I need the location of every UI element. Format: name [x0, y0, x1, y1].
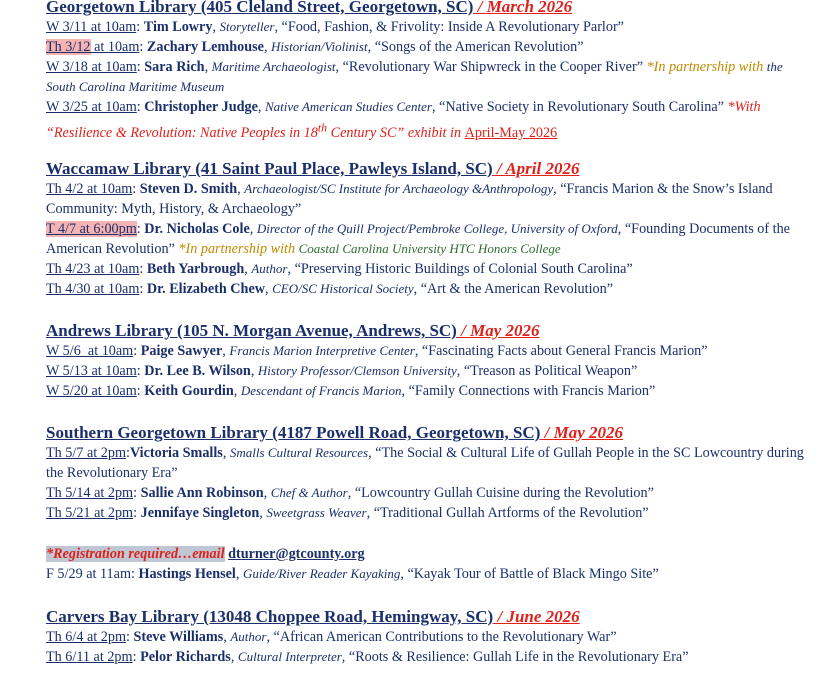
speaker-role: Guide/River Reader Kayaking: [242, 566, 401, 581]
speaker-name: Pelor Richards: [140, 649, 231, 665]
partner-name: Coastal Carolina University HTC Honors College: [298, 241, 561, 256]
talk-title: “Food, Fashion, & Frivolity: Inside A Revolutionary Parlor”: [281, 19, 624, 35]
speaker-role: Author: [251, 261, 288, 276]
event-time: Th 5/7 at 2pm: [46, 445, 126, 461]
speaker-role: Cultural Interpreter: [237, 649, 342, 664]
speaker-role: Historian/Violinist: [271, 39, 368, 54]
month-label: April 2026: [505, 159, 580, 178]
speaker-role: Native American Studies Center: [265, 99, 432, 114]
talk-title: “Preserving Historic Buildings of Colonial South Carolina”: [294, 261, 633, 277]
event-row: T 4/7 at 6:00pm: Dr. Nicholas Cole, Director of the Quill Project/Pembroke College, University of Oxford, “Founding Documents of the American Revolution” *In partnership with Coastal Carolina University HTC Honors College: [46, 221, 790, 257]
speaker-role: Maritime Archaeologist: [211, 59, 336, 74]
registration-note: *Registration required…email: [46, 546, 225, 562]
talk-title: “The Social & Cultural Life of Gullah People in the SC Lowcountry during the Revolutionary Era”: [46, 445, 804, 481]
email-link[interactable]: dturner@gtcounty.org: [228, 546, 365, 562]
event-row: Th 6/11 at 2pm: Pelor Richards, Cultural Interpreter, “Roots & Resilience: Gullah Life in the Revolutionary Era”: [46, 649, 689, 665]
section-header: [46, 0, 806, 17]
speaker-name: Keith Gourdin: [144, 383, 234, 399]
event-row: Th 4/23 at 10am: Beth Yarbrough, Author, “Preserving Historic Buildings of Colonial South Carolina”: [46, 261, 633, 277]
event-time: Th 6/11 at 2pm: [46, 649, 133, 665]
speaker-role: Storyteller: [219, 19, 275, 34]
library-location: Andrews Library (105 N. Morgan Avenue, Andrews, SC): [46, 321, 457, 340]
partner-note: *In partnership with: [178, 241, 296, 257]
speaker-role: Francis Marion Interpretive Center: [229, 343, 415, 358]
talk-title: “Treason as Political Weapon”: [463, 363, 638, 379]
event-row: W 3/25 at 10am: Christopher Judge, Native American Studies Center, “Native Society in Revolutionary South Carolina” *With “Resilience & Revolution: Native Peoples in 18th Century SC” exhibit in April-May 2026: [46, 99, 761, 141]
library-location: Southern Georgetown Library (4187 Powell Road, Georgetown, SC): [46, 423, 541, 442]
speaker-name: Tim Lowry: [143, 19, 213, 35]
event-row: Th 6/4 at 2pm: Steve Williams, Author, “African American Contributions to the Revolutionary War”: [46, 629, 617, 645]
sep: /: [540, 423, 554, 442]
speaker-name: Dr. Lee B. Wilson: [144, 363, 251, 379]
speaker-name: Steve Williams: [133, 629, 224, 645]
month-label: May 2026: [553, 423, 624, 442]
event-row: W 3/18 at 10am: Sara Rich, Maritime Archaeologist, “Revolutionary War Shipwreck in the Cooper River” *In partnership with the South Carolina Maritime Museum: [46, 59, 783, 94]
talk-title: “Roots & Resilience: Gullah Life in the Revolutionary Era”: [348, 649, 689, 665]
month-label: May 2026: [470, 321, 540, 340]
speaker-role: Director of the Quill Project/Pembroke College, University of Oxford: [256, 221, 618, 236]
speaker-name: Dr. Elizabeth Chew: [146, 281, 265, 297]
event-time: Th 6/4 at 2pm: [46, 629, 126, 645]
event-row: Th 5/7 at 2pm:Victoria Smalls, Smalls Cultural Resources, “The Social & Cultural Life of Gullah People in the SC Lowcountry during the Revolutionary Era”: [46, 445, 804, 481]
speaker-name: Hastings Hensel: [138, 566, 236, 582]
event-time: Th 4/23 at 10am: [46, 261, 140, 277]
event-time-highlight: Th 3/12: [46, 39, 91, 55]
event-time-highlight: T 4/7 at 6:00pm: [46, 221, 137, 237]
event-row: W 3/11 at 10am: Tim Lowry, Storyteller, “Food, Fashion, & Frivolity: Inside A Revolutionary Parlor”: [46, 19, 624, 35]
event-row: Th 3/12 at 10am: Zachary Lemhouse, Historian/Violinist, “Songs of the American Revolution”: [46, 39, 584, 55]
section-georgetown: [46, 0, 806, 143]
section-header: [46, 159, 806, 179]
month-label: June 2026: [506, 607, 580, 626]
speaker-name: Beth Yarbrough: [146, 261, 245, 277]
event-time: Th 4/30 at 10am: [46, 281, 140, 297]
speaker-name: Sara Rich: [144, 59, 205, 75]
section-carvers-bay: [46, 607, 806, 667]
speaker-role: Archaeologist/SC Institute for Archaeology &Anthropology: [244, 181, 554, 196]
event-row: Th 5/14 at 2pm: Sallie Ann Robinson, Chef & Author, “Lowcountry Gullah Cuisine during the Revolution”: [46, 485, 654, 501]
event-row: W 5/6 at 10am: Paige Sawyer, Francis Marion Interpretive Center, “Fascinating Facts about General Francis Marion”: [46, 343, 708, 359]
talk-title: “Traditional Gullah Artforms of the Revolution”: [373, 505, 649, 521]
speaker-name: Jennifaye Singleton: [140, 505, 260, 521]
speaker-name: Paige Sawyer: [140, 343, 223, 359]
section-waccamaw: [46, 159, 806, 299]
event-row: W 5/13 at 10am: Dr. Lee B. Wilson, History Professor/Clemson University, “Treason as Political Weapon”: [46, 363, 638, 379]
library-location: Carvers Bay Library (13048 Choppee Road, Hemingway, SC): [46, 607, 494, 626]
talk-title: “Fascinating Facts about General Francis Marion”: [421, 343, 708, 359]
event-row: Th 4/2 at 10am: Steven D. Smith, Archaeologist/SC Institute for Archaeology &Anthropology, “Francis Marion & the Snow’s Island Community: Myth, History, & Archaeology”: [46, 181, 773, 217]
section-southern-georgetown: [46, 423, 806, 523]
section-header: [46, 607, 806, 627]
section-header: [46, 321, 806, 341]
sep: /: [492, 159, 506, 178]
exhibit-note-sup: th: [317, 120, 328, 134]
talk-title: “Kayak Tour of Battle of Black Mingo Site”: [407, 566, 659, 582]
partner-name: the South Carolina Maritime Museum: [46, 59, 783, 94]
talk-title: “Revolutionary War Shipwreck in the Cooper River”: [342, 59, 644, 75]
speaker-role: Descendant of Francis Marion: [240, 383, 402, 398]
sep: /: [456, 321, 471, 340]
partner-note: *In partnership with: [646, 59, 764, 75]
event-row: Th 4/30 at 10am: Dr. Elizabeth Chew, CEO/SC Historical Society, “Art & the American Revolution”: [46, 281, 613, 297]
exhibit-note-b: Century SC” exhibit in: [327, 124, 465, 141]
event-time: W 5/13 at 10am: [46, 363, 137, 379]
section-header: [46, 423, 806, 443]
registration-block: [46, 544, 806, 584]
event-row: Th 5/21 at 2pm: Jennifaye Singleton, Sweetgrass Weaver, “Traditional Gullah Artforms of the Revolution”: [46, 505, 649, 521]
sep: /: [493, 607, 507, 626]
speaker-name: Victoria Smalls: [129, 445, 223, 461]
speaker-name: Dr. Nicholas Cole: [144, 221, 250, 237]
talk-title: “Native Society in Revolutionary South Carolina”: [439, 99, 724, 115]
event-time: Th 5/14 at 2pm: [46, 485, 134, 501]
exhibit-dates: April-May 2026: [464, 124, 558, 141]
registration-row: [46, 544, 806, 564]
speaker-role: Author: [230, 629, 267, 644]
talk-title: “Francis Marion & the Snow’s Island Community: Myth, History, & Archaeology”: [46, 181, 773, 217]
speaker-name: Christopher Judge: [144, 99, 258, 115]
section-andrews: [46, 321, 806, 401]
talk-title: “African American Contributions to the Revolutionary War”: [273, 629, 617, 645]
speaker-role: Sweetgrass Weaver: [266, 505, 367, 520]
event-time: W 5/6 at 10am: [46, 343, 134, 359]
speaker-name: Zachary Lemhouse: [146, 39, 264, 55]
talk-title: “Founding Documents of the American Revolution”: [46, 221, 790, 257]
event-time: W 3/18 at 10am: [46, 59, 137, 75]
event-time: W 3/25 at 10am: [46, 99, 137, 115]
speaker-role: Smalls Cultural Resources: [229, 445, 369, 460]
event-time: W 5/20 at 10am: [46, 383, 137, 399]
talk-title: “Songs of the American Revolution”: [374, 39, 584, 55]
talk-title: “Art & the American Revolution”: [420, 281, 613, 297]
speaker-role: Chef & Author: [270, 485, 348, 500]
sep: /: [473, 0, 487, 16]
event-time: at 10am: [90, 39, 140, 55]
talk-title: “Lowcountry Gullah Cuisine during the Revolution”: [354, 485, 654, 501]
library-location: Georgetown Library (405 Cleland Street, Georgetown, SC): [46, 0, 474, 16]
speaker-role: CEO/SC Historical Society: [272, 281, 414, 296]
event-row: W 5/20 at 10am: Keith Gourdin, Descendant of Francis Marion, “Family Connections with Francis Marion”: [46, 383, 656, 399]
talk-title: “Family Connections with Francis Marion”: [408, 383, 656, 399]
event-time: Th 4/2 at 10am: [46, 181, 133, 197]
speaker-name: Sallie Ann Robinson: [140, 485, 264, 501]
speaker-role: History Professor/Clemson University: [257, 363, 457, 378]
exhibit-note-a: *With “Resilience & Revolution: Native Peoples in 18: [46, 99, 761, 141]
month-label: March 2026: [486, 0, 573, 16]
speaker-name: Steven D. Smith: [139, 181, 238, 197]
event-time: F 5/29 at 11am: [46, 566, 131, 582]
event-row: F 5/29 at 11am: Hastings Hensel, Guide/River Reader Kayaking, “Kayak Tour of Battle of Black Mingo Site”: [46, 566, 659, 582]
library-location: Waccamaw Library (41 Saint Paul Place, Pawleys Island, SC): [46, 159, 493, 178]
event-time: Th 5/21 at 2pm: [46, 505, 134, 521]
event-time: W 3/11 at 10am: [46, 19, 137, 35]
